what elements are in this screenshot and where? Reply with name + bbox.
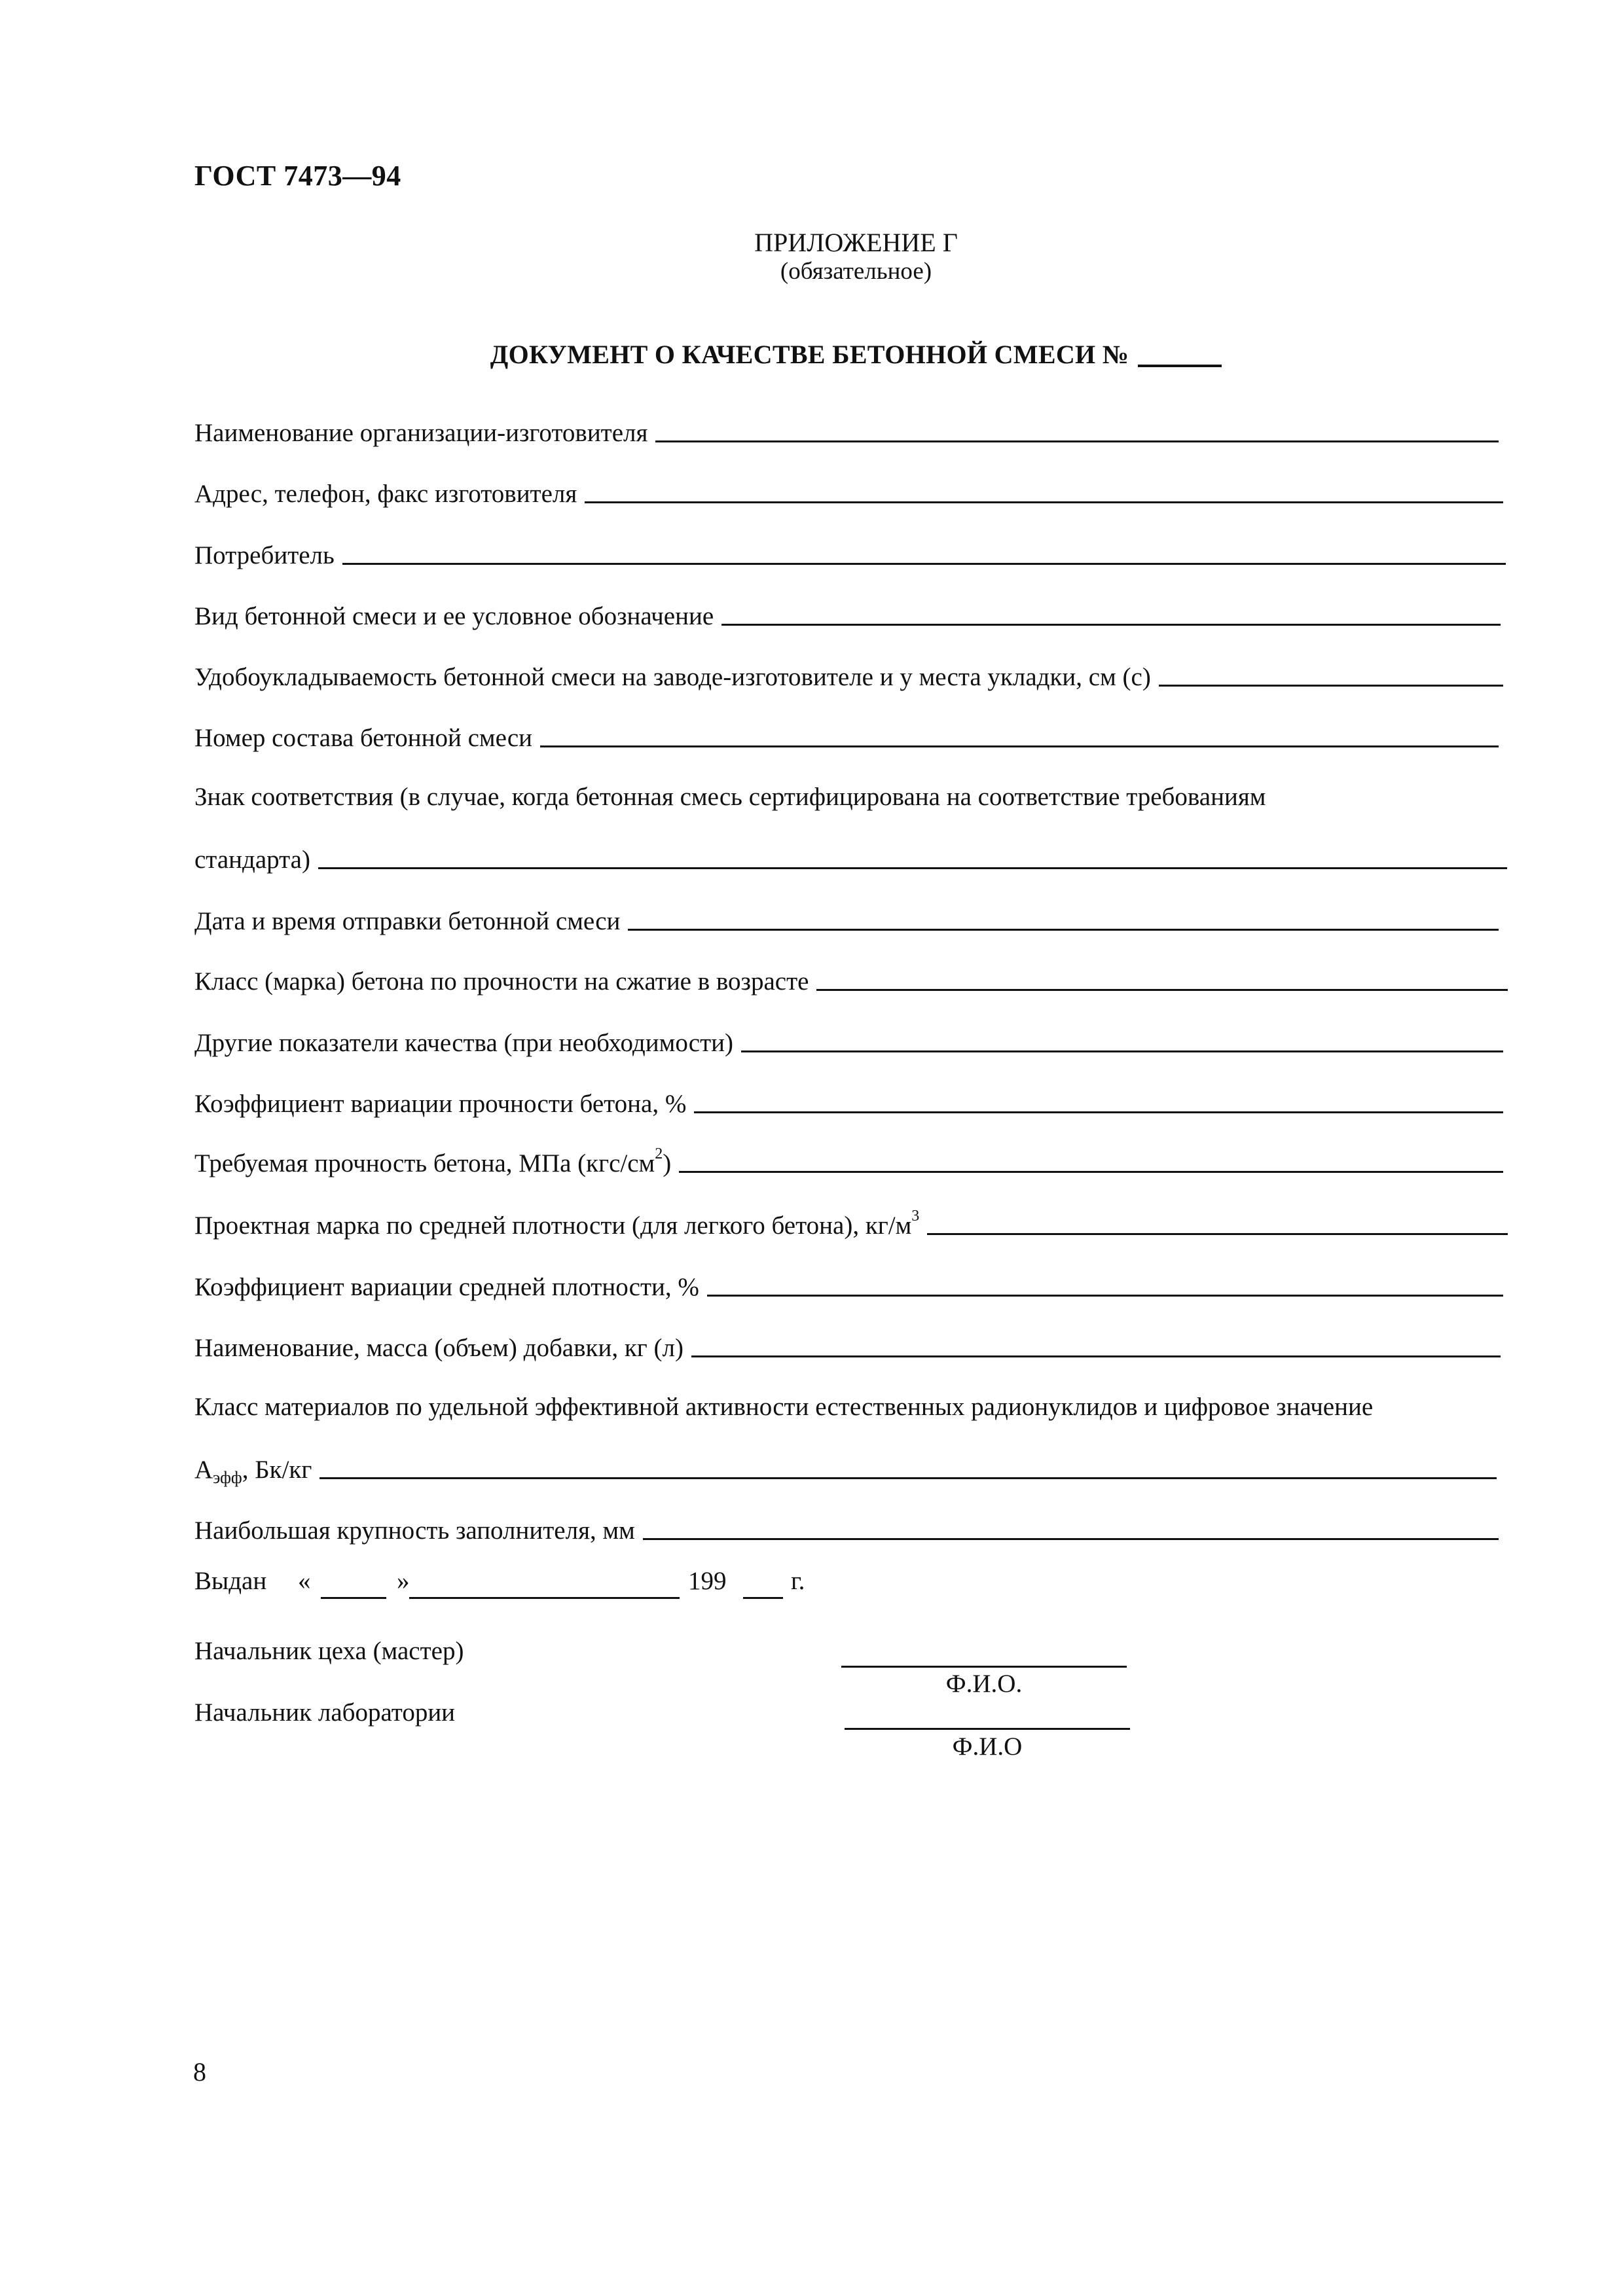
field-strength-class <box>194 962 1508 996</box>
field-required-strength <box>194 1144 1503 1178</box>
field-label: Удобоукладываемость бетонной смеси на заводе-изготовителе и у места укладки, см (с) <box>194 663 1151 691</box>
document-title <box>0 339 1623 370</box>
field-label: Номер состава бетонной смеси <box>194 724 533 752</box>
subscript: эфф <box>213 1468 242 1487</box>
year-field[interactable] <box>743 1597 783 1599</box>
field-mix-type <box>194 597 1501 631</box>
field-consumer <box>194 536 1506 570</box>
lab-head-caption: Ф.И.О <box>952 1732 1023 1761</box>
fill-line[interactable] <box>319 1477 1497 1479</box>
document-title-text: ДОКУМЕНТ О КАЧЕСТВЕ БЕТОННОЙ СМЕСИ № <box>490 340 1129 369</box>
label-text-end: ) <box>663 1149 672 1177</box>
field-label: Адрес, телефон, факс изготовителя <box>194 480 577 508</box>
fill-line[interactable] <box>816 989 1508 991</box>
field-radionuclide-label: Класс материалов по удельной эффективной активности естественных радионуклидов и цифровое значение <box>194 1393 1374 1421</box>
fill-line[interactable] <box>643 1538 1499 1540</box>
label-text: А <box>194 1456 213 1484</box>
day-field[interactable] <box>321 1597 386 1599</box>
field-label: Потребитель <box>194 541 335 569</box>
label-text-end: , Бк/кг <box>242 1456 312 1484</box>
standard-number: ГОСТ 7473—94 <box>194 160 401 192</box>
field-label <box>194 1208 920 1240</box>
fill-line[interactable] <box>655 440 1499 442</box>
label-text: Проектная марка по средней плотности (для легкого бетона), кг/м <box>194 1211 912 1240</box>
field-mix-composition-number <box>194 719 1499 753</box>
field-label: Наибольшая крупность заполнителя, мм <box>194 1516 635 1545</box>
field-aggregate-size <box>194 1511 1499 1545</box>
shop-head-signature-field[interactable] <box>841 1666 1127 1668</box>
field-density-variation <box>194 1268 1503 1302</box>
field-workability <box>194 658 1503 692</box>
fill-line[interactable] <box>585 501 1503 503</box>
fill-line[interactable] <box>628 929 1499 931</box>
fill-line[interactable] <box>679 1171 1503 1173</box>
field-conformity-mark-label: Знак соответствия (в случае, когда бетонная смесь сертифицирована на соответствие требованиям <box>194 783 1266 811</box>
field-conformity-mark <box>194 840 1507 874</box>
field-manufacturer-name <box>194 414 1499 448</box>
year-suffix: г. <box>791 1567 805 1595</box>
fill-line[interactable] <box>318 867 1507 869</box>
field-admixture <box>194 1329 1501 1363</box>
fill-line[interactable] <box>721 624 1501 626</box>
document-number-field[interactable] <box>1138 365 1222 367</box>
field-design-density <box>194 1206 1508 1240</box>
lab-head-signature-field[interactable] <box>845 1728 1130 1730</box>
appendix-label: ПРИЛОЖЕНИЕ Г <box>754 228 958 257</box>
fill-line[interactable] <box>342 563 1506 565</box>
lab-head-label: Начальник лаборатории <box>194 1698 456 1727</box>
appendix-heading <box>0 228 1623 286</box>
fill-line[interactable] <box>741 1050 1503 1052</box>
field-manufacturer-contacts <box>194 475 1503 509</box>
field-label: Дата и время отправки бетонной смеси <box>194 907 621 935</box>
superscript: 3 <box>911 1208 920 1225</box>
field-label: Наименование, масса (объем) добавки, кг (л) <box>194 1334 684 1362</box>
fill-line[interactable] <box>927 1233 1508 1235</box>
fill-line[interactable] <box>540 745 1499 747</box>
field-other-quality <box>194 1024 1503 1058</box>
superscript: 2 <box>655 1145 663 1162</box>
field-label: стандарта) <box>194 846 310 874</box>
field-label: Класс (марка) бетона по прочности на сжатие в возрасте <box>194 967 809 996</box>
field-label: Коэффициент вариации прочности бетона, % <box>194 1090 687 1118</box>
fill-line[interactable] <box>1159 685 1503 687</box>
appendix-note: (обязательное) <box>780 258 932 285</box>
year-prefix: 199 <box>688 1567 727 1595</box>
field-label: Вид бетонной смеси и ее условное обозначение <box>194 602 714 630</box>
field-radionuclide-activity <box>194 1450 1497 1487</box>
field-label: Наименование организации-изготовителя <box>194 419 648 447</box>
field-label: Коэффициент вариации средней плотности, % <box>194 1273 699 1301</box>
label-text: Требуемая прочность бетона, МПа (кгс/см <box>194 1149 655 1177</box>
field-strength-variation <box>194 1085 1503 1119</box>
month-field[interactable] <box>409 1597 680 1599</box>
field-label <box>194 1145 672 1178</box>
page-number: 8 <box>193 2057 206 2087</box>
fill-line[interactable] <box>694 1111 1503 1113</box>
issued-label: Выдан <box>194 1567 267 1595</box>
field-label: Другие показатели качества (при необходимости) <box>194 1029 733 1057</box>
shop-head-label: Начальник цеха (мастер) <box>194 1637 464 1665</box>
shop-head-caption: Ф.И.О. <box>945 1670 1023 1698</box>
fill-line[interactable] <box>707 1295 1503 1297</box>
close-quote: » <box>397 1567 410 1595</box>
open-quote: « <box>298 1567 311 1595</box>
fill-line[interactable] <box>691 1355 1501 1357</box>
field-dispatch-datetime <box>194 902 1499 936</box>
field-label <box>194 1456 312 1487</box>
